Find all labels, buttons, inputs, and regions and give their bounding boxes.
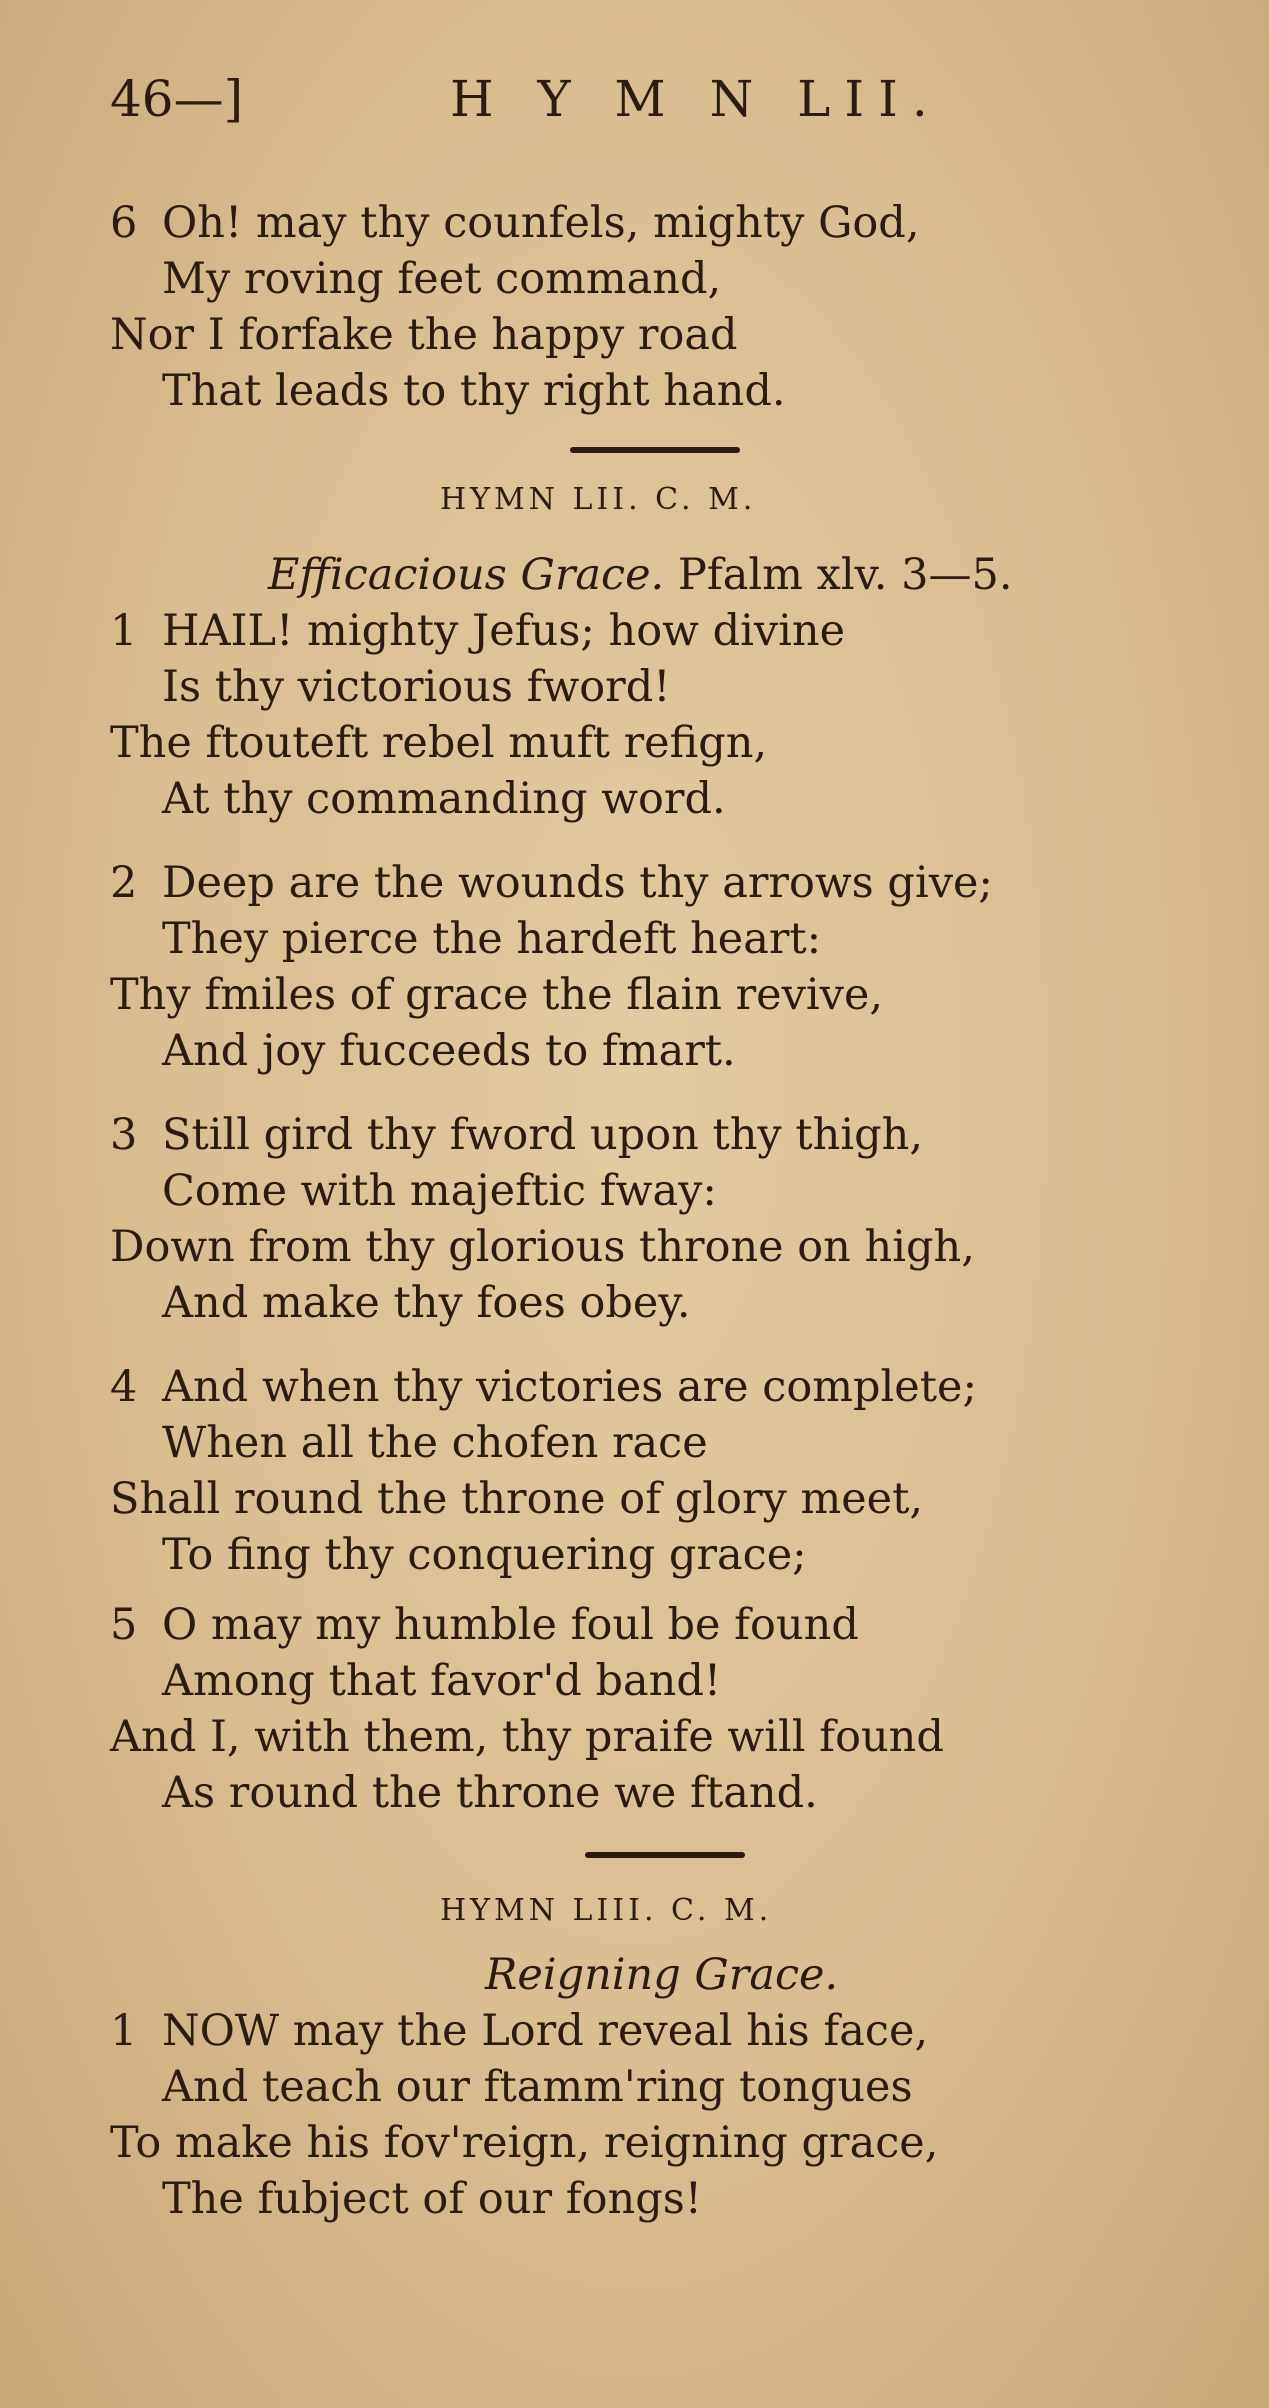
- stanza-number: 5: [110, 1600, 138, 1650]
- verse-line: Come with majeftic fway:: [162, 1166, 717, 1216]
- verse-line: HAIL! mighty Jefus; how divine: [162, 606, 846, 656]
- verse-line: The ftouteft rebel muft refign,: [110, 718, 768, 768]
- page-header: [110, 70, 1209, 150]
- stanza-number: 2: [110, 858, 138, 908]
- verse-line: When all the chofen race: [162, 1418, 708, 1468]
- verse-line: My roving feet command,: [162, 254, 722, 304]
- verse-line: And I, with them, thy praife will found: [110, 1712, 944, 1762]
- verse-line: NOW may the Lord reveal his face,: [162, 2006, 929, 2056]
- verse-line: They pierce the hardeft heart:: [162, 914, 822, 964]
- hymn-title: Reigning Grace.: [485, 1950, 839, 2000]
- verse-line: Down from thy glorious throne on high,: [110, 1222, 975, 1272]
- verse-line: Is thy victorious fword!: [162, 662, 671, 712]
- stanza-number: 4: [110, 1362, 138, 1412]
- section-divider: [570, 447, 740, 453]
- verse-line: The fubject of our fongs!: [162, 2174, 703, 2224]
- hymn-heading: HYMN LIII. C. M.: [440, 1893, 773, 1928]
- verse-line: As round the throne we ftand.: [162, 1768, 818, 1818]
- verse-line: Still gird thy fword upon thy thigh,: [162, 1110, 924, 1160]
- verse-line: Shall round the throne of glory meet,: [110, 1474, 924, 1524]
- hymn-title: Efficacious Grace.: [268, 550, 665, 600]
- stanza-number: 1: [110, 2006, 138, 2056]
- verse-line: At thy commanding word.: [162, 774, 726, 824]
- verse-line: And joy fucceeds to fmart.: [162, 1026, 736, 1076]
- running-title: H Y M N LII.: [450, 70, 942, 128]
- verse-line: And when thy victories are complete;: [162, 1362, 977, 1412]
- scripture-reference: Pfalm xlv. 3—5.: [677, 550, 1013, 600]
- verse-line: Among that favor'd band!: [162, 1656, 722, 1706]
- verse-line: And make thy foes obey.: [162, 1278, 691, 1328]
- stanza-number: 3: [110, 1110, 138, 1160]
- hymn-subtitle: [485, 1950, 838, 2000]
- stanza-number: 6: [110, 198, 138, 248]
- verse-line: Thy fmiles of grace the flain revive,: [110, 970, 884, 1020]
- verse-line: To make his fov'reign, reigning grace,: [110, 2118, 939, 2168]
- verse-line: Deep are the wounds thy arrows give;: [162, 858, 993, 908]
- hymn-heading: HYMN LII. C. M.: [440, 482, 757, 517]
- verse-line: O may my humble foul be found: [162, 1600, 859, 1650]
- verse-line: And teach our ftamm'ring tongues: [162, 2062, 913, 2112]
- verse-line: Nor I forfake the happy road: [110, 310, 738, 360]
- page-number: 46—]: [110, 70, 244, 128]
- hymn-subtitle: [268, 550, 1012, 600]
- verse-line: That leads to thy right hand.: [162, 366, 786, 416]
- section-divider: [585, 1852, 745, 1858]
- verse-line: To fing thy conquering grace;: [162, 1530, 807, 1580]
- verse-line: Oh! may thy counfels, mighty God,: [162, 198, 920, 248]
- stanza-number: 1: [110, 606, 138, 656]
